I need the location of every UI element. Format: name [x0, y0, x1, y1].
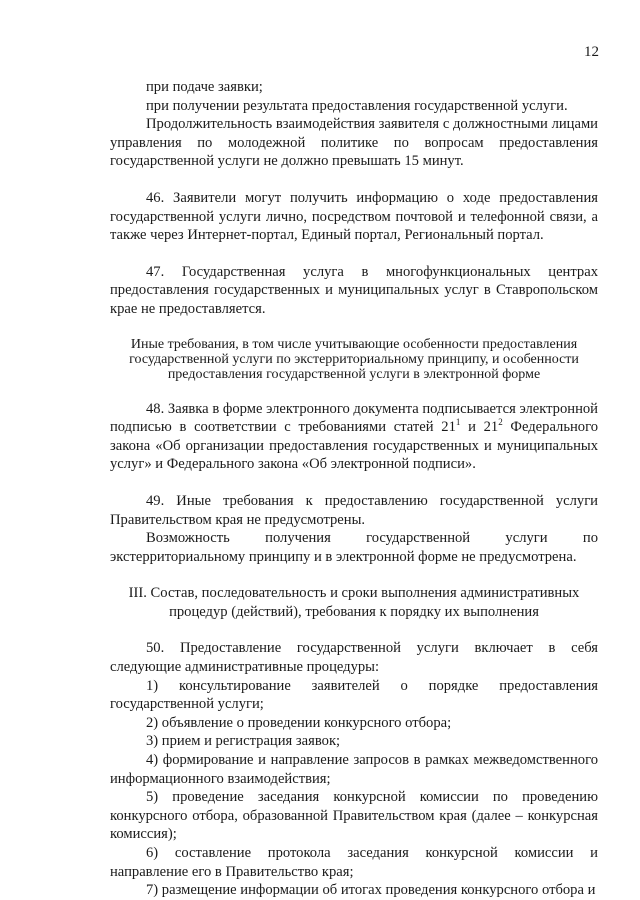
section-heading-line: III. Состав, последовательность и сроки выполнения административных: [128, 585, 580, 602]
page-number: 12: [584, 44, 599, 60]
paragraph-47: 47. Государственная услуга в многофункциональных центрах предоставления государственных и муниципальных услуг в Ставропольском крае не предоставляется.: [110, 263, 598, 317]
subsection-heading: [110, 337, 598, 382]
paragraph-48: [110, 400, 598, 474]
paragraph-50: 50. Предоставление государственной услуги включает в себя следующие административные процедуры:: [110, 640, 598, 676]
list-item: 3) прием и регистрация заявок;: [146, 733, 341, 750]
list-item: 2) объявление о проведении конкурсного отбора;: [146, 714, 452, 731]
subsection-heading-text: Иные требования, в том числе учитывающие особенности предоставления государственной услуги по экстерриториальному принципу, и особенности предоставления государственной услуги в электронной форме: [129, 336, 579, 382]
list-item: 4) формирование и направление запросов в рамках межведомственного информационного взаимодействия;: [110, 752, 598, 787]
paragraph-48-mid: и 21: [460, 419, 499, 436]
superscript: 2: [498, 417, 503, 428]
paragraph: при подаче заявки;: [146, 79, 263, 95]
superscript: 1: [455, 417, 461, 428]
list-item: 5) проведение заседания конкурсной комиссии по проведению конкурсного отбора, образованной Правительством края (далее – конкурсная комиссия);: [110, 789, 598, 843]
document-body: [110, 78, 598, 900]
paragraph-46: 46. Заявители могут получить информацию о ходе предоставления государственной услуги лично, посредством почтовой и телефонной связи, а также через Интернет-портал, Единый портал, Региональный портал.: [110, 189, 598, 244]
list-item: 7) размещение информации об итогах проведения конкурсного отбора и: [146, 882, 596, 899]
paragraph: Продолжительность взаимодействия заявителя с должностными лицами управления по молодежной политике по вопросам предоставления государственной услуги не должно превышать 15 минут.: [110, 116, 598, 170]
paragraph: Возможность получения государственной услуги по экстерриториальному принципу и в электронной форме не предусмотрена.: [110, 530, 598, 565]
section-heading-line: процедур (действий), требования к порядку их выполнения: [169, 603, 539, 620]
paragraph: при получении результата предоставления государственной услуги.: [146, 97, 568, 114]
paragraph-49: 49. Иные требования к предоставлению государственной услуги Правительством края не предусмотрены.: [110, 492, 598, 528]
list-item: 6) составление протокола заседания конкурсной комиссии и направление его в Правительство края;: [110, 845, 598, 880]
paragraph-48-end: Федерального закона «Об организации предоставления государственных и муниципальных услуг» и Федерального закона «Об электронной подписи».: [110, 419, 599, 473]
paragraph-48-start: 48. Заявка в форме электронного документа подписывается электронной подписью в соответствии с требованиями статей 21: [110, 400, 598, 436]
section-heading: [110, 584, 598, 621]
list-item: 1) консультирование заявителей о порядке предоставления государственной услуги;: [110, 677, 598, 713]
